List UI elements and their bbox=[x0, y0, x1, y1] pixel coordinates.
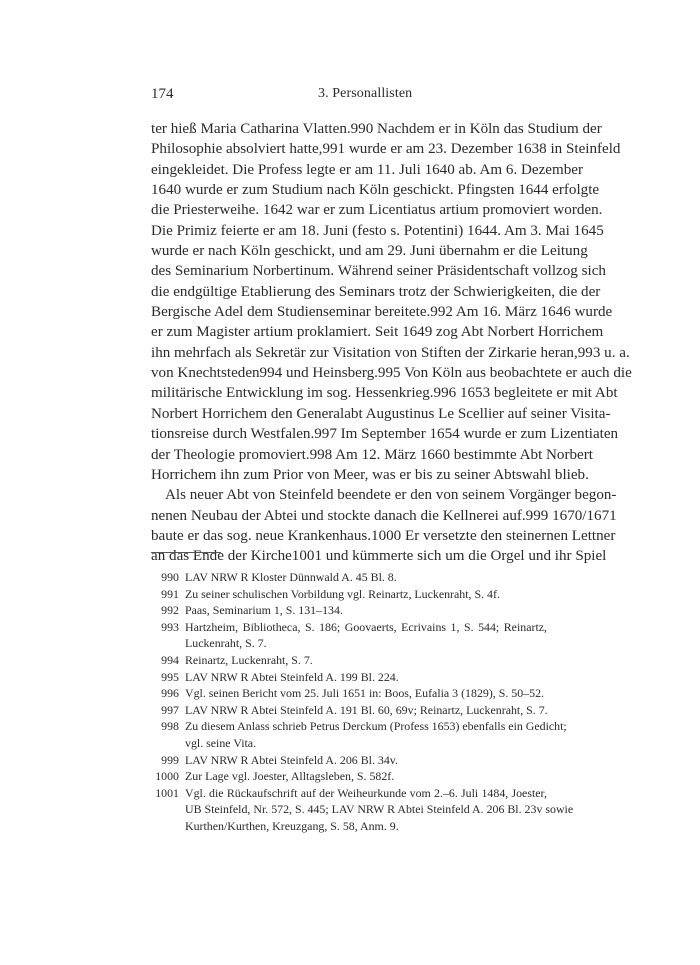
footnote bbox=[151, 718, 567, 751]
footnote-text: LAV NRW R Kloster Dünnwald A. 45 Bl. 8. bbox=[185, 570, 397, 584]
footnote-text: Zur Lage vgl. Joester, Alltagsleben, S. 582f. bbox=[185, 769, 395, 784]
body-line: die endgültige Etablierung des Seminars trotz der Schwierigkeiten, die der bbox=[151, 283, 601, 300]
running-head: 3. Personallisten bbox=[318, 86, 413, 101]
body-line: nenen Neubau der Abtei und stockte danach die Kellnerei auf.999 1670/1671 bbox=[151, 507, 617, 524]
body-line: der Theologie promoviert.998 Am 12. März 1660 bestimmte Abt Norbert bbox=[151, 446, 593, 463]
footnote-text: LAV NRW R Abtei Steinfeld A. 206 Bl. 34v. bbox=[185, 752, 398, 767]
footnote-number: 990 bbox=[161, 570, 179, 584]
footnote-number: 993 bbox=[161, 619, 179, 634]
body-line: Als neuer Abt von Steinfeld beendete er den von seinem Vorgänger begon- bbox=[165, 487, 617, 504]
body-line: er zum Magister artium proklamiert. Seit 1649 zog Abt Norbert Horrichem bbox=[151, 324, 604, 341]
footnote-text: Paas, Seminarium 1, S. 131–134. bbox=[185, 603, 343, 618]
footnote-text: UB Steinfeld, Nr. 572, S. 445; LAV NRW R Abtei Steinfeld A. 206 Bl. 23v sowie bbox=[185, 802, 574, 817]
footnote-number: 991 bbox=[161, 586, 179, 601]
footnote-text: vgl. seine Vita. bbox=[185, 735, 257, 750]
footnote-number: 992 bbox=[161, 603, 179, 618]
footnote-separator bbox=[151, 552, 221, 553]
page-number: 174 bbox=[151, 86, 174, 102]
footnote-text: Kurthen/Kurthen, Kreuzgang, S. 58, Anm. 9. bbox=[185, 818, 399, 833]
body-line: Norbert Horrichem den Generalabt Augustinus Le Scellier auf seiner Visita- bbox=[151, 405, 611, 422]
footnote-text: Luckenraht, S. 7. bbox=[185, 636, 267, 651]
body-text bbox=[151, 119, 632, 567]
footnote bbox=[151, 768, 547, 785]
body-line: tionsreise durch Westfalen.997 Im September 1654 wurde er zum Lizentiaten bbox=[151, 426, 619, 443]
footnote-number: 999 bbox=[161, 752, 179, 767]
body-line: baute er das sog. neue Krankenhaus.1000 Er versetzte den steinernen Lettner bbox=[151, 527, 616, 544]
body-line: Horrichem ihn zum Prior von Meer, was er bis zu seiner Abtswahl blieb. bbox=[151, 466, 589, 483]
body-line: die Priesterweihe. 1642 war er zum Licentiatus artium promoviert worden. bbox=[151, 202, 603, 219]
footnotes bbox=[151, 569, 574, 835]
footnote-number: 1000 bbox=[155, 769, 179, 784]
body-line: ihn mehrfach als Sekretär zur Visitation von Stiften der Zirkarie heran,993 u. a. bbox=[151, 344, 630, 361]
body-line: ter hieß Maria Catharina Vlatten.990 Nachdem er in Köln das Studium der bbox=[151, 121, 602, 137]
footnote-text: Hartzheim, Bibliotheca, S. 186; Goovaerts, Ecrivains 1, S. 544; Reinartz, bbox=[185, 619, 547, 634]
body-line: eingekleidet. Die Profess legte er am 11. Juli 1640 ab. Am 6. Dezember bbox=[151, 161, 584, 178]
body-line: des Seminarium Norbertinum. Während seiner Präsidentschaft vollzog sich bbox=[151, 263, 606, 280]
footnote-number: 998 bbox=[161, 719, 179, 734]
footnote-number: 995 bbox=[161, 669, 179, 684]
footnote bbox=[151, 785, 574, 835]
footnote-text: LAV NRW R Abtei Steinfeld A. 191 Bl. 60, 69v; Reinartz, Luckenraht, S. 7. bbox=[185, 702, 548, 717]
body-line: von Knechtsteden994 und Heinsberg.995 Von Köln aus beobachtete er auch die bbox=[151, 365, 632, 382]
footnote bbox=[151, 619, 547, 652]
footnote bbox=[151, 602, 547, 619]
footnote bbox=[151, 652, 547, 669]
body-line: militärische Entwicklung im sog. Hessenkrieg.996 1653 begleitete er mit Abt bbox=[151, 385, 618, 402]
footnote-text: Reinartz, Luckenraht, S. 7. bbox=[185, 652, 313, 667]
body-line: 1640 wurde er zum Studium nach Köln geschickt. Pfingsten 1644 erfolgte bbox=[151, 182, 600, 199]
footnote-number: 1001 bbox=[155, 785, 179, 800]
footnote bbox=[151, 669, 547, 686]
footnote bbox=[151, 752, 547, 769]
body-line: wurde er nach Köln geschickt, und am 29. Juni übernahm er die Leitung bbox=[151, 243, 588, 260]
footnote bbox=[151, 702, 547, 719]
footnote-text: LAV NRW R Abtei Steinfeld A. 199 Bl. 224. bbox=[185, 669, 399, 684]
footnote-number: 996 bbox=[161, 686, 179, 701]
body-line: an das Ende der Kirche1001 und kümmerte sich um die Orgel und ihr Spiel bbox=[151, 548, 607, 565]
body-line: Die Primiz feierte er am 18. Juni (festo s. Potentini) 1644. Am 3. Mai 1645 bbox=[151, 222, 604, 239]
footnote bbox=[151, 586, 547, 603]
footnote-text: Vgl. seinen Bericht vom 25. Juli 1651 in: Boos, Eufalia 3 (1829), S. 50–52. bbox=[185, 686, 545, 701]
body-line: Bergische Adel dem Studienseminar bereitete.992 Am 16. März 1646 wurde bbox=[151, 304, 613, 321]
body-line: Philosophie absolviert hatte,991 wurde er am 23. Dezember 1638 in Steinfeld bbox=[151, 141, 621, 158]
footnote bbox=[151, 685, 547, 702]
footnote-number: 997 bbox=[161, 702, 179, 717]
footnote-number: 994 bbox=[161, 652, 179, 667]
footnote-text: Zu seiner schulischen Vorbildung vgl. Reinartz, Luckenraht, S. 4f. bbox=[185, 586, 500, 601]
footnote-text: Zu diesem Anlass schrieb Petrus Derckum (Profess 1653) ebenfalls ein Gedicht; bbox=[185, 719, 567, 734]
footnote-text: Vgl. die Rückaufschrift auf der Weiheurkunde vom 2.–6. Juli 1484, Joester, bbox=[185, 785, 547, 800]
footnote bbox=[151, 569, 547, 586]
